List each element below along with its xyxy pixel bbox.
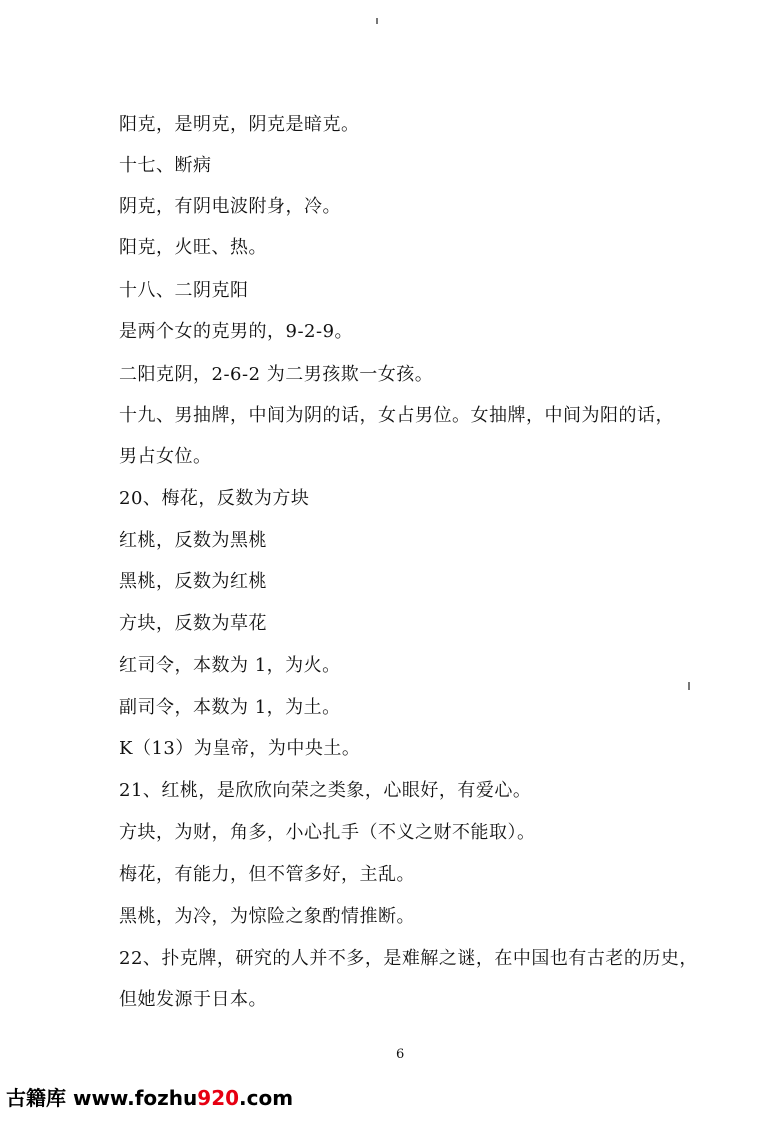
page-number: 6 bbox=[396, 1047, 405, 1062]
section-heading: 22、扑克牌，研究的人并不多，是难解之谜，在中国也有古老的历史， bbox=[119, 948, 698, 969]
watermark-url-suffix: .com bbox=[239, 1086, 294, 1110]
watermark-url-number: 920 bbox=[197, 1086, 240, 1110]
text-line: 阳克，火旺、热。 bbox=[119, 237, 267, 258]
section-heading: 十七、断病 bbox=[119, 155, 212, 176]
watermark-url-prefix: www.fozhu bbox=[72, 1086, 198, 1110]
text-line: 梅花，有能力，但不管多好，主乱。 bbox=[119, 864, 415, 885]
text-line: 阳克，是明克，阴克是暗克。 bbox=[119, 114, 360, 135]
text-line: 二阳克阴，2-6-2 为二男孩欺一女孩。 bbox=[119, 364, 434, 385]
scan-speck bbox=[688, 682, 690, 690]
section-heading: 21、红桃，是欣欣向荣之类象，心眼好，有爱心。 bbox=[119, 780, 532, 801]
scan-speck bbox=[376, 18, 378, 24]
section-heading: 20、梅花，反数为方块 bbox=[119, 488, 310, 509]
text-line: 阴克，有阴电波附身，冷。 bbox=[119, 196, 341, 217]
watermark bbox=[6, 1085, 293, 1111]
text-line: 男占女位。 bbox=[119, 446, 212, 467]
text-line: 黑桃，反数为红桃 bbox=[119, 571, 267, 592]
text-line: 方块，为财，角多，小心扎手（不义之财不能取）。 bbox=[119, 822, 536, 843]
section-heading: 十八、二阴克阳 bbox=[119, 280, 249, 301]
watermark-site-name: 古籍库 bbox=[6, 1086, 66, 1110]
text-line: 十九、男抽牌，中间为阴的话，女占男位。女抽牌，中间为阳的话， bbox=[119, 405, 674, 426]
text-line: 红桃，反数为黑桃 bbox=[119, 530, 267, 551]
text-line: K（13）为皇帝，为中央土。 bbox=[119, 738, 361, 759]
text-line: 红司令，本数为 1，为火。 bbox=[119, 655, 341, 676]
text-line: 但她发源于日本。 bbox=[119, 989, 267, 1010]
text-line: 方块，反数为草花 bbox=[119, 613, 267, 634]
text-line: 黑桃，为冷，为惊险之象酌情推断。 bbox=[119, 906, 415, 927]
text-line: 是两个女的克男的，9-2-9。 bbox=[119, 321, 354, 342]
text-line: 副司令，本数为 1，为土。 bbox=[119, 697, 341, 718]
